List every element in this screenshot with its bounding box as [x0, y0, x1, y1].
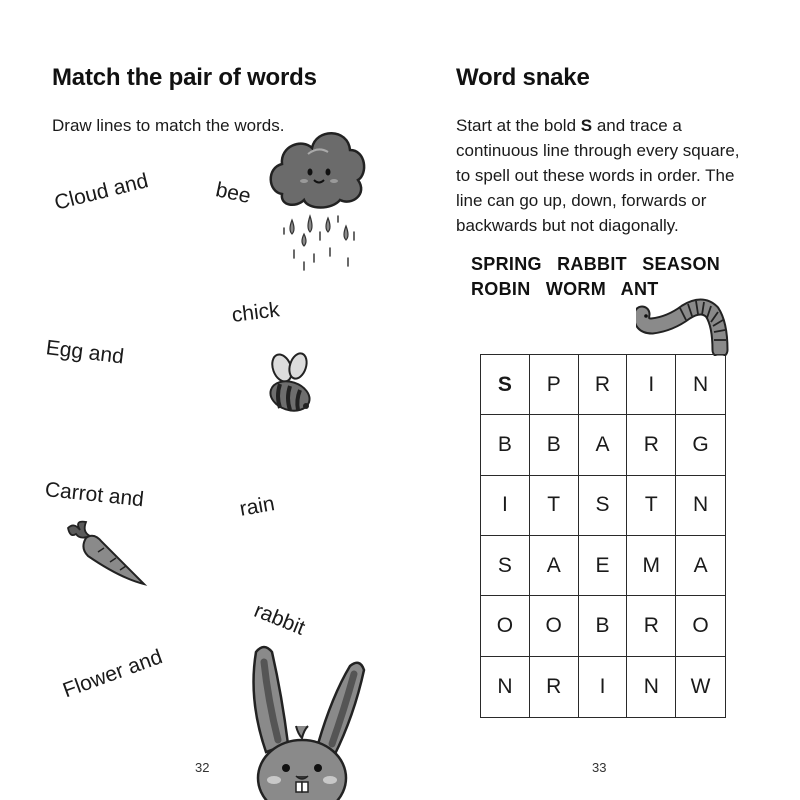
word-carrot-and: Carrot and: [43, 478, 145, 512]
instruction-text: [456, 113, 756, 238]
grid-cell[interactable]: W: [690, 674, 711, 698]
grid-cell[interactable]: A: [579, 415, 628, 475]
word-list-item: RABBIT: [557, 254, 627, 274]
grid-cell[interactable]: I: [627, 355, 676, 415]
grid-cell[interactable]: O: [530, 596, 579, 656]
word-list-item: SPRING: [471, 254, 542, 274]
grid-cell[interactable]: M: [627, 536, 676, 596]
word-egg-and: Egg and: [44, 336, 126, 369]
instruction-post: and trace a continuous line through every square, to spell out these words in order. The line can go up, down, forwards or backwards but not diagonally.: [456, 116, 740, 235]
carrot-icon: [64, 518, 148, 590]
page-number: 33: [592, 760, 607, 775]
grid-cell[interactable]: O: [676, 596, 725, 656]
grid-cell[interactable]: R: [579, 355, 628, 415]
page-title: Word snake: [456, 64, 590, 91]
grid-cell[interactable]: N: [627, 657, 676, 717]
grid-cell[interactable]: T: [530, 476, 579, 536]
word-bee: bee: [213, 178, 253, 209]
word-list-item: SEASON: [642, 254, 721, 274]
word-rain: rain: [237, 492, 277, 521]
word-chick: chick: [230, 298, 281, 327]
page-title: Match the pair of words: [52, 64, 317, 91]
grid-cell[interactable]: E: [579, 536, 628, 596]
word-list-item: ROBIN: [471, 279, 531, 299]
instruction-pre: Start at the bold: [456, 116, 581, 135]
word-snake-grid: [480, 354, 726, 718]
grid-cell[interactable]: N: [481, 657, 530, 717]
word-list-row-1: [471, 252, 730, 277]
grid-cell[interactable]: R: [627, 596, 676, 656]
grid-cell[interactable]: I: [579, 657, 628, 717]
word-flower-and: Flower and: [59, 645, 166, 703]
grid-cell[interactable]: B: [530, 415, 579, 475]
word-cloud-and: Cloud and: [52, 169, 151, 215]
grid-cell[interactable]: A: [676, 536, 725, 596]
grid-cell-start[interactable]: S: [481, 355, 530, 415]
grid-cell[interactable]: I: [481, 476, 530, 536]
grid-cell[interactable]: R: [530, 657, 579, 717]
grid-cell[interactable]: N: [676, 476, 725, 536]
grid-cell[interactable]: B: [579, 596, 628, 656]
grid-cell[interactable]: N: [676, 355, 725, 415]
word-rabbit: rabbit: [250, 598, 309, 640]
page-number: 32: [195, 760, 210, 775]
grid-cell[interactable]: A: [530, 536, 579, 596]
instruction-bold-s: S: [580, 116, 593, 135]
instruction-text: Draw lines to match the words.: [52, 116, 285, 135]
grid-cell[interactable]: S: [481, 536, 530, 596]
grid-cell[interactable]: B: [481, 415, 530, 475]
grid-cell[interactable]: S: [579, 476, 628, 536]
grid-cell[interactable]: P: [530, 355, 579, 415]
grid-cell[interactable]: R: [627, 415, 676, 475]
bee-icon: [262, 350, 320, 420]
word-list-item: WORM: [545, 279, 606, 299]
rabbit-icon: [236, 640, 370, 800]
grid-cell[interactable]: T: [627, 476, 676, 536]
word-list-item: ANT: [620, 279, 659, 299]
rain-cloud-icon: [268, 124, 368, 276]
worm-icon: [636, 290, 732, 356]
grid-cell[interactable]: O: [481, 596, 530, 656]
grid-cell[interactable]: G: [676, 415, 725, 475]
